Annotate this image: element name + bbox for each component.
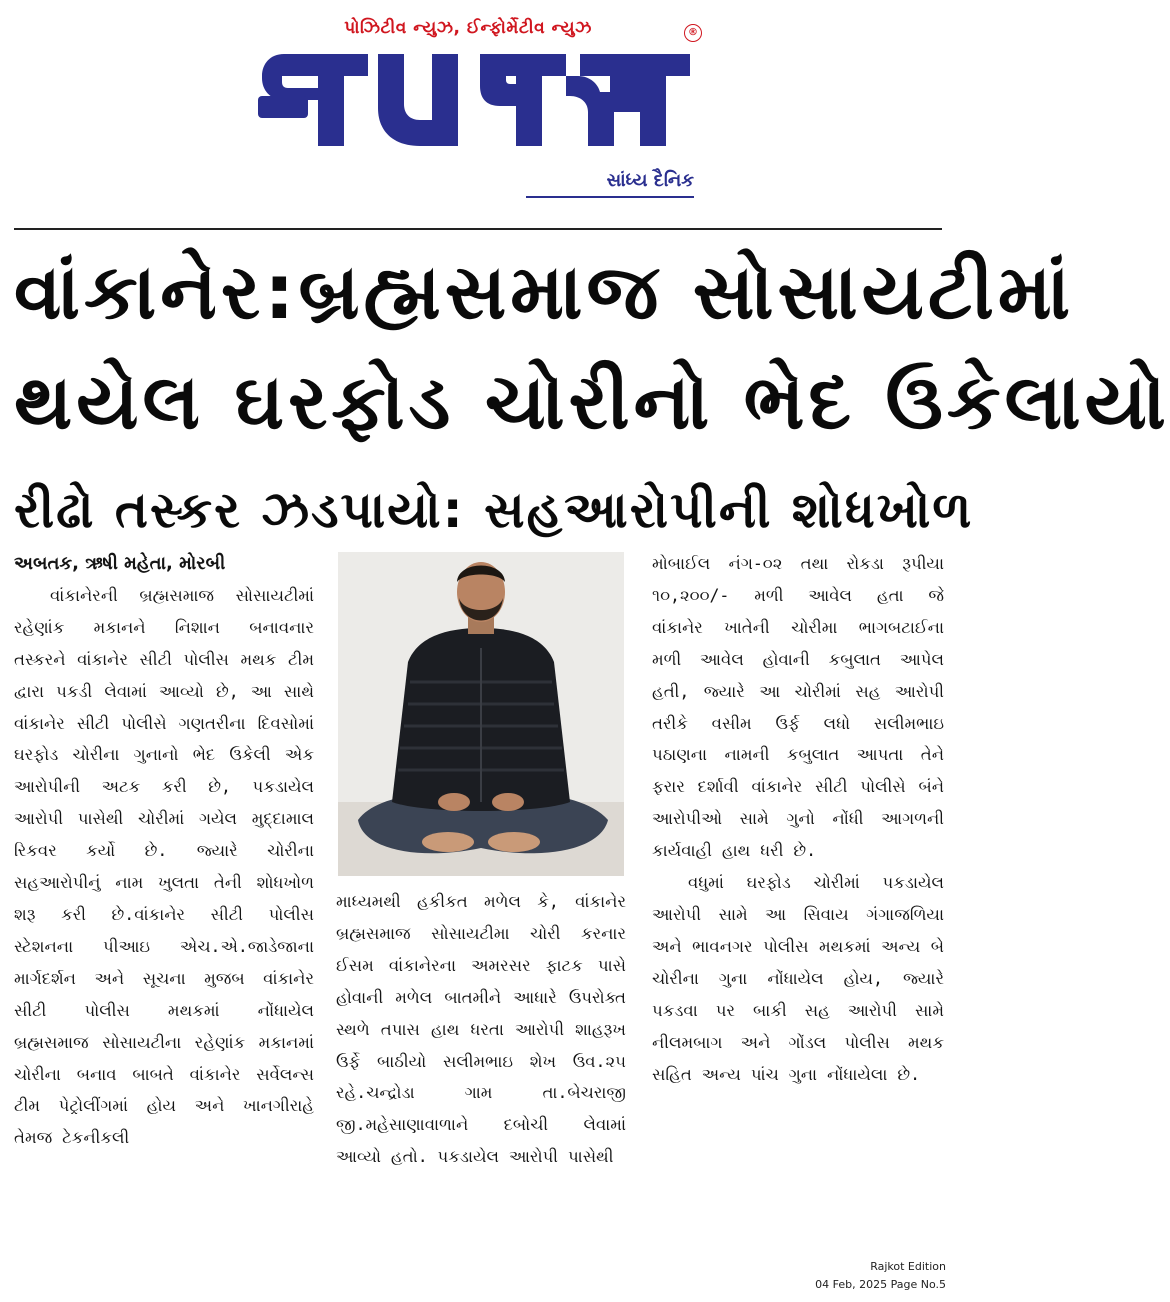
article-text-col1: વાંકાનેરની બ્રહ્મસમાજ સોસાયટીમાં રહેણાંક મકાનને નિશાન બનાવનાર તસ્કરને વાંકાનેર સીટી પોલીસ મથક ટીમ દ્વારા પકડી લેવામાં આવ્યો છે, આ સાથે વાંકાનેર સીટી પોલીસે ગણતરીના દિવસોમાં ઘરફોડ ચોરીના ગુનાનો ભેદ ઉકેલી એક આરોપીની અટક કરી છે, પકડાયેલ આરોપી પાસેથી ચોરીમાં ગયેલ મુદ્દામાલ રિકવર કર્યો છે. જ્યારે ચોરીના સહઆરોપીનું નામ ખુલતા તેની શોધખોળ શરૂ કરી છે.વાંકાનેર સીટી પોલીસ સ્ટેશનના પીઆઇ એચ.એ.જાડેજાના માર્ગદર્શન અને સૂચના મુજબ વાંકાનેર સીટી પોલીસ મથકમાં નોંધાયેલ બ્રહ્મસમાજ સોસાયટીના રહેણાંક મકાનમાં ચોરીના બનાવ બાબતે વાંકાનેર સર્વેલન્સ ટીમ પેટ્રોલીંગમાં હોય અને ખાનગીરાહે તેમજ ટેકનીકલી xyxy=(14,585,314,1148)
header-divider xyxy=(14,228,942,230)
article-column-2 xyxy=(336,886,626,1173)
article-text-col3-para2: વધુમાં ઘરફોડ ચોરીમાં પકડાયેલ આરોપી સામે આ સિવાય ગંગાજળિયા અને ભાવનગર પોલીસ મથકમાં અન્ય બે ચોરીના ગુના નોંધાયેલ હોય, જ્યારે પકડવા પર બાકી સહ આરોપી સામે નીલમબાગ અને ગોંડલ પોલીસ મથક સહિત અન્ય પાંચ ગુના નોંધાયેલા છે. xyxy=(652,873,944,1084)
headline-line-1: વાંકાનેર:બ્રહ્મસમાજ સોસાયટીમાં xyxy=(14,247,1075,336)
person-image xyxy=(338,552,624,876)
article-column-3 xyxy=(652,548,944,1090)
edition-name: Rajkot Edition xyxy=(870,1260,946,1273)
article-text-col3-para1: મોબાઈલ નંગ-૦૨ તથા રોકડા રૂપીયા ૧૦,૨૦૦/- મળી આવેલ હતા જે વાંકાનેર ખાતેની ચોરીમા ભાગબટાઈના મળી આવેલ હોવાની કબુલાત આપેલ હતી, જ્યારે આ ચોરીમાં સહ આરોપી તરીકે વસીમ ઉર્ફ લધો સલીમભાઇ પઠાણના નામની કબુલાત આપતા તેને ફરાર દર્શાવી વાંકાનેર સીટી પોલીસે બંને આરોપીઓ સામે ગુનો નોંધી આગળની કાર્યવાહી હાથ ધરી છે. xyxy=(652,554,944,861)
edition-date-page: 04 Feb, 2025 Page No.5 xyxy=(815,1278,946,1291)
article-column-1 xyxy=(14,548,314,1154)
edition-type: સાંધ્ય દૈનિક xyxy=(606,170,694,191)
headline-line-2: થયેલ ઘરફોડ ચોરીનો ભેદ ઉકેલાયો xyxy=(14,357,1170,446)
edition-type-underline xyxy=(526,196,694,198)
masthead-tagline: પોઝિટીવ ન્યુઝ, ઈન્ફોર્મેટીવ ન્યુઝ xyxy=(344,18,592,38)
registered-mark: ® xyxy=(684,24,702,42)
sub-headline: રીઢો તસ્કર ઝડપાયો: સહઆરોપીની શોધખોળ xyxy=(14,481,974,539)
accused-photo xyxy=(338,552,624,876)
masthead xyxy=(0,0,958,222)
byline: અબતક, ઋષી મહેતા, મોરબી xyxy=(14,553,226,574)
article-text-col2: માધ્યમથી હકીકત મળેલ કે, વાંકાનેર બ્રહ્મસમાજ સોસાયટીમા ચોરી કરનાર ઈસમ વાંકાનેરના અમરસર ફાટક પાસે હોવાની મળેલ બાતમીને આધારે ઉપરોક્ત સ્થળે તપાસ હાથ ધરતા આરોપી શાહરૂખ ઉર્ફે બાઠીયો સલીમભાઇ શેખ ઉવ.૨૫ રહે.ચન્દ્રોડા ગામ તા.બેચરાજી જી.મહેસાણાવાળાને દબોચી લેવામાં આવ્યો હતો. પકડાયેલ આરોપી પાસેથી xyxy=(336,892,626,1167)
abtak-logo xyxy=(248,34,700,164)
edition-footer xyxy=(815,1258,946,1294)
